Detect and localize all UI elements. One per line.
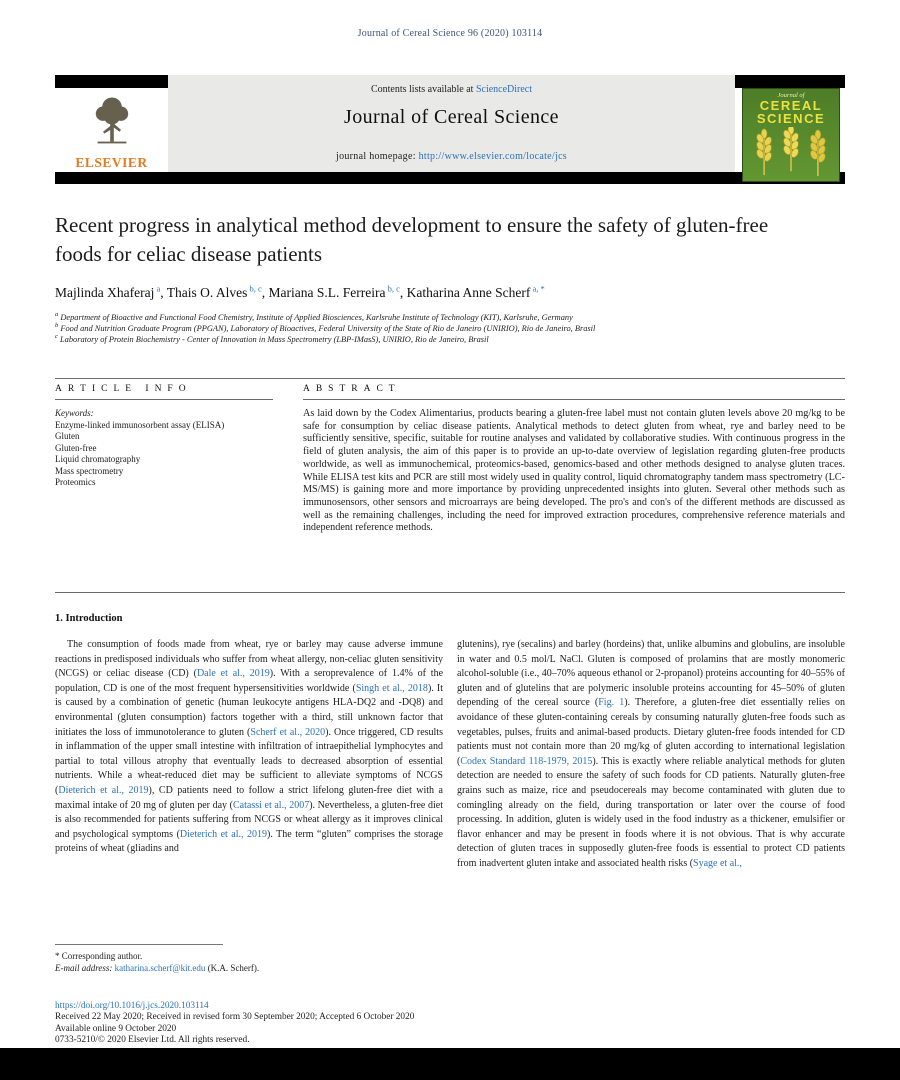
author-affiliation-sup: a, * [530,283,545,294]
email-suffix: (K.A. Scherf). [207,963,260,973]
journal-title: Journal of Cereal Science [344,106,559,128]
contents-prefix: Contents lists available at [370,84,476,95]
sciencedirect-link[interactable]: ScienceDirect [475,84,533,95]
affiliation-line: $^c$ Laboratory of Protein Biochemistry - Center of Innovation in Mass Spectrometry (LBP-IMasS), UNIRIO, Rio de Janeiro, Brasil [55,333,489,344]
author-line: Majlinda Xhaferaj $^a$, Thais O. Alves $^{b, c}$, Mariana S.L. Ferreira $^{b, c}$, Katharina Anne Scherf $^{a, *}$ [55,283,545,300]
author-name: Mariana S.L. Ferreira [268,285,386,300]
homepage-link[interactable]: http://www.elsevier.com/locate/jcs [418,151,567,162]
citation-link[interactable]: Scherf et al., 2020 [250,726,326,738]
elsevier-wordmark: ELSEVIER [75,155,148,170]
info-abstract-top-rule [55,378,845,379]
keyword-item: Gluten-free [55,442,97,453]
header-thick-rule [55,172,845,184]
body-text: ). The term “gluten” comprises the storage proteins of wheat (gliadins and [55,828,443,855]
body-text: ). Nevertheless, a gluten-free diet is also recommended for patients suffering from NCGS or wheat allergy as it improves clinical and psychological symptoms ( [55,799,443,840]
body-text: ), CD patients need to follow a strict lifelong gluten-free diet with a maximal intake of 20 mg of gluten per day ( [55,784,443,811]
journal-citation: Journal of Cereal Science 96 (2020) 103114 [357,28,543,39]
author-affiliation-sup: b, c [247,283,262,294]
affiliation-line: $^a$ Department of Bioactive and Functional Food Chemistry, Institute of Applied Biosciences, Karlsruhe Institute of Technology (KIT), Karlsruhe, Germany [55,311,573,322]
body-text: ). Therefore, a gluten-free diet essentially relies on avoidance of these gluten-containing cereals by consuming naturally gluten-free foods such as vegetables, pulses, fruits and animal-based products. Dietary gluten-free foods intended for CD patients must not contain more than 20 mg/kg of gluten according to international legislation ( [457,697,845,767]
keywords-label: Keywords: [55,408,94,418]
body-text: The consumption of foods made from wheat, rye or barley may cause adverse immune reactions in predisposed individuals who suffer from wheat allergy, non-celiac gluten sensitivity (NCGS) or celiac disease (CD) ( [55,639,443,680]
citation-link[interactable]: Syage et al., [693,857,742,869]
info-abstract-bottom-rule [55,592,845,593]
abstract-text: As laid down by the Codex Alimentarius, products bearing a gluten-free label must not contain gluten levels above 20 mg/kg to be safe for consumption by celiac disease patients. Analytical methods to detect gluten from wheat, rye and barley need to be sufficiently sensitive, specific, suitable for routine analyses and validated by collaborative studies. With continuous progress in the field of gluten analysis, the aim of this paper is to provide an up-to-date overview of legislation regarding gluten-free products worldwide, as well as immunochemical, proteomics-based, genomics-based and other methods designed to analyse gluten traces. While ELISA test kits and PCR are still most widely used in quality control, liquid chromatography tandem mass spectrometry (LC-MS/MS) is gaining more and more importance by providing unprecedented insights into gluten. Several other methods such as immunosensors, other sensors and microarrays are being developed. The pro's and con's of the different methods are discussed as well as the remaining challenges, including the need for improved extraction procedures, comprehensive reference materials and independent reference methods. [303,408,845,534]
body-text: glutenins), rye (secalins) and barley (hordeins) that, unlike albumins and globulins, are insoluble in water and 0.5 mol/L NaCl. Gluten is composed of prolamins that are mostly monomeric alcohol-soluble (i.e., 40–70% aqueous ethanol or 2-propanol) proteins accounting for 40–55% of gluten and of glutelins that are polymeric insoluble proteins accounting for 45–50% of gluten depending of the cereal source ( [457,639,845,709]
email-line [55,962,475,974]
citation-link[interactable]: Catassi et al., 2007 [233,799,310,811]
citation-link[interactable]: Fig. 1 [598,697,625,709]
affiliations-block [55,312,845,345]
available-online-line: Available online 9 October 2020 [55,1023,177,1034]
body-text: ). With a seroprevalence of 1.4% of the population, CD is one of the most frequent hypersensitivities worldwide ( [55,668,444,694]
doi-link[interactable]: https://doi.org/10.1016/j.jcs.2020.103114 [55,1001,209,1011]
intro-paragraph-right [457,638,845,872]
header-rule-right [735,75,845,88]
citation-link[interactable]: Dieterich et al., 2019 [58,784,149,796]
email-link[interactable]: katharina.scherf@kit.edu [114,963,206,973]
section-heading-introduction: 1. Introduction [55,613,123,624]
elsevier-tree-icon [85,91,139,149]
wheat-ears-illustration [743,127,839,177]
corresponding-author-line: * Corresponding author. [55,951,143,961]
author-name: Majlinda Xhaferaj [55,285,155,300]
keyword-item: Proteomics [55,477,96,487]
publication-footer [55,1001,845,1046]
body-column-right [457,638,845,872]
cover-title-line2: SCIENCE [756,111,826,126]
citation-link[interactable]: Dieterich et al., 2019 [179,828,268,840]
keyword-item: Enzyme-linked immunosorbent assay (ELISA) [55,419,225,430]
email-label: E-mail address: [55,963,113,973]
article-title: Recent progress in analytical method development to ensure the safety of gluten-free foods for celiac disease patients [55,213,769,266]
journal-banner [168,75,735,172]
body-text: ). Once triggered, CD results in inflammation of the upper small intestine with infiltration of intraepithelial lymphocytes and partial to total villous atrophy that eventually leads to decreased absorption of essential nutrients. While a wheat-reduced diet may be sufficient to alleviate symptoms of NCGS ( [55,726,443,796]
author-name: Thais O. Alves [166,285,248,300]
article-info-heading: A R T I C L E I N F O [55,384,273,400]
journal-cover-thumbnail[interactable] [742,88,840,182]
author-affiliation-sup: a [154,283,161,294]
cover-block [735,75,845,172]
affiliation-line: $^b$ Food and Nutrition Graduate Program (PPGAN), Laboratory of Bioactives, Federal University of the State of Rio de Janeiro (UNIRIO), Rio de Janeiro, Brasil [55,322,596,333]
contents-line [168,84,735,95]
page-bottom-band [0,1048,900,1080]
article-info-column [55,384,273,489]
body-column-left [55,638,443,857]
received-line: Received 22 May 2020; Received in revised form 30 September 2020; Accepted 6 October 2020 [55,1012,415,1023]
author-affiliation-sup: b, c [385,283,400,294]
abstract-heading: A B S T R A C T [303,384,845,400]
cover-title-line1: CEREAL [759,98,823,113]
author-name: Katharina Anne Scherf [406,285,531,300]
citation-link[interactable]: Singh et al., 2018 [355,682,428,694]
keyword-item: Liquid chromatography [55,454,141,464]
footnote-rule [55,944,223,945]
header-rule-left [55,75,168,88]
abstract-column [303,384,845,535]
cover-journal-of: Journal of [777,92,805,99]
intro-paragraph-left [55,638,443,857]
citation-link[interactable]: Dale et al., 2019 [196,668,270,680]
keyword-item: Mass spectrometry [55,465,124,476]
issn-copyright-line: 0733-5210/© 2020 Elsevier Ltd. All rights reserved. [55,1034,250,1045]
corresponding-author-footnote [55,944,475,974]
elsevier-logo-block [55,75,168,172]
journal-header [55,75,845,172]
homepage-prefix: journal homepage: [335,151,419,162]
homepage-line [168,151,735,162]
body-text: ). It is caused by a combination of genetic (human leukocyte antigens HLA-DQ2 and -DQ8) and environmental (gluten consumption) factors together with a third, still unknown factor that initiates the loss of immunotolerance to gluten ( [55,682,443,738]
citation-link[interactable]: Codex Standard 118-1979, 2015 [460,755,593,767]
keywords-list [55,420,273,489]
keyword-item: Gluten [55,431,80,441]
body-text: ). This is exactly where reliable analytical methods for gluten detection are needed to ensure the safety of such foods for CD patients. Naturally gluten-free grains such as maize, rice and pseudocereals may become contaminated with gluten due to comingling already on the field, during transportation or later over the course of food processing. In addition, gluten is widely used in the food industry as a thickener, emulsifier or flavor enhancer and may be present in foods where it is not obvious. That is why accurate detection of gluten traces in supposedly gluten-free foods is essential to protect CD patients from inadvertent gluten intake and associated health risks ( [457,755,845,869]
